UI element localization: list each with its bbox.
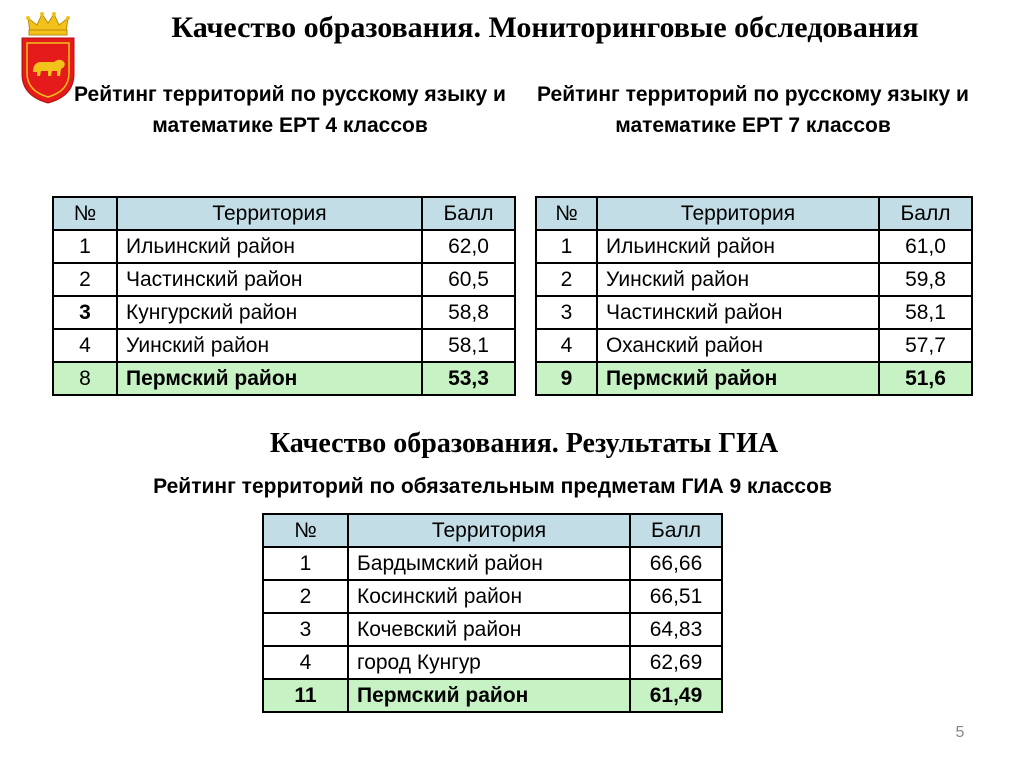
score-cell: 66,66: [630, 547, 722, 580]
table-row: [263, 646, 722, 679]
table-row: [536, 329, 972, 362]
score-cell: 62,0: [422, 230, 515, 263]
rank-cell: 2: [53, 263, 117, 296]
territory-cell: Ильинский район: [117, 230, 422, 263]
table-row: [536, 263, 972, 296]
rank-cell: 2: [263, 580, 348, 613]
table-row-highlighted: [536, 362, 972, 395]
territory-cell: Пермский район: [117, 362, 422, 395]
territory-cell: город Кунгур: [348, 646, 630, 679]
table-row: [263, 580, 722, 613]
table-header-row: [53, 197, 515, 230]
table-row: [53, 263, 515, 296]
rank-cell: 4: [53, 329, 117, 362]
rank-cell: 1: [53, 230, 117, 263]
score-cell: 60,5: [422, 263, 515, 296]
column-header-num: №: [263, 514, 348, 547]
rank-cell: 8: [53, 362, 117, 395]
table-row: [263, 613, 722, 646]
score-cell: 57,7: [879, 329, 972, 362]
table-row-highlighted: [263, 679, 722, 712]
territory-cell: Ильинский район: [597, 230, 879, 263]
score-cell: 58,1: [422, 329, 515, 362]
territory-cell: Пермский район: [597, 362, 879, 395]
territory-cell: Частинский район: [117, 263, 422, 296]
table-row: [53, 329, 515, 362]
score-cell: 59,8: [879, 263, 972, 296]
rank-cell: 1: [536, 230, 597, 263]
table-row: [536, 230, 972, 263]
gia-caption: Рейтинг территорий по обязательным предметам ГИА 9 классов: [153, 475, 832, 498]
ept7-caption: Рейтинг территорий по русскому языку и математике ЕРТ 7 классов: [537, 83, 969, 137]
section-title: Качество образования. Результаты ГИА: [269, 428, 779, 459]
table-header-row: [263, 514, 722, 547]
score-cell: 58,8: [422, 296, 515, 329]
column-header-num: №: [53, 197, 117, 230]
score-cell: 61,0: [879, 230, 972, 263]
table-row: [53, 230, 515, 263]
rank-cell: 3: [53, 296, 117, 329]
score-cell: 53,3: [422, 362, 515, 395]
page-number: 5: [955, 724, 965, 741]
score-cell: 61,49: [630, 679, 722, 712]
table-header-row: [536, 197, 972, 230]
column-header-territory: Территория: [348, 514, 630, 547]
rank-cell: 1: [263, 547, 348, 580]
score-cell: 66,51: [630, 580, 722, 613]
rank-cell: 2: [536, 263, 597, 296]
rank-cell: 11: [263, 679, 348, 712]
territory-cell: Уинский район: [597, 263, 879, 296]
score-cell: 51,6: [879, 362, 972, 395]
table-row: [536, 296, 972, 329]
score-cell: 64,83: [630, 613, 722, 646]
territory-cell: Пермский район: [348, 679, 630, 712]
gia-rating-table: [262, 513, 723, 713]
territory-cell: Кочевский район: [348, 613, 630, 646]
column-header-score: Балл: [630, 514, 722, 547]
territory-cell: Косинский район: [348, 580, 630, 613]
territory-cell: Частинский район: [597, 296, 879, 329]
territory-cell: Кунгурский район: [117, 296, 422, 329]
column-header-score: Балл: [422, 197, 515, 230]
column-header-territory: Территория: [117, 197, 422, 230]
territory-cell: Уинский район: [117, 329, 422, 362]
rank-cell: 3: [263, 613, 348, 646]
score-cell: 62,69: [630, 646, 722, 679]
column-header-territory: Территория: [597, 197, 879, 230]
ept7-rating-table: [535, 196, 973, 396]
table-row: [53, 296, 515, 329]
rank-cell: 9: [536, 362, 597, 395]
territory-cell: Оханский район: [597, 329, 879, 362]
score-cell: 58,1: [879, 296, 972, 329]
ept4-caption: Рейтинг территорий по русскому языку и математике ЕРТ 4 классов: [74, 83, 506, 137]
table-row: [263, 547, 722, 580]
column-header-num: №: [536, 197, 597, 230]
rank-cell: 3: [536, 296, 597, 329]
ept4-rating-table: [52, 196, 516, 396]
territory-cell: Бардымский район: [348, 547, 630, 580]
column-header-score: Балл: [879, 197, 972, 230]
table-row-highlighted: [53, 362, 515, 395]
rank-cell: 4: [263, 646, 348, 679]
rank-cell: 4: [536, 329, 597, 362]
slide-title: Качество образования. Мониторинговые обследования: [171, 11, 919, 44]
